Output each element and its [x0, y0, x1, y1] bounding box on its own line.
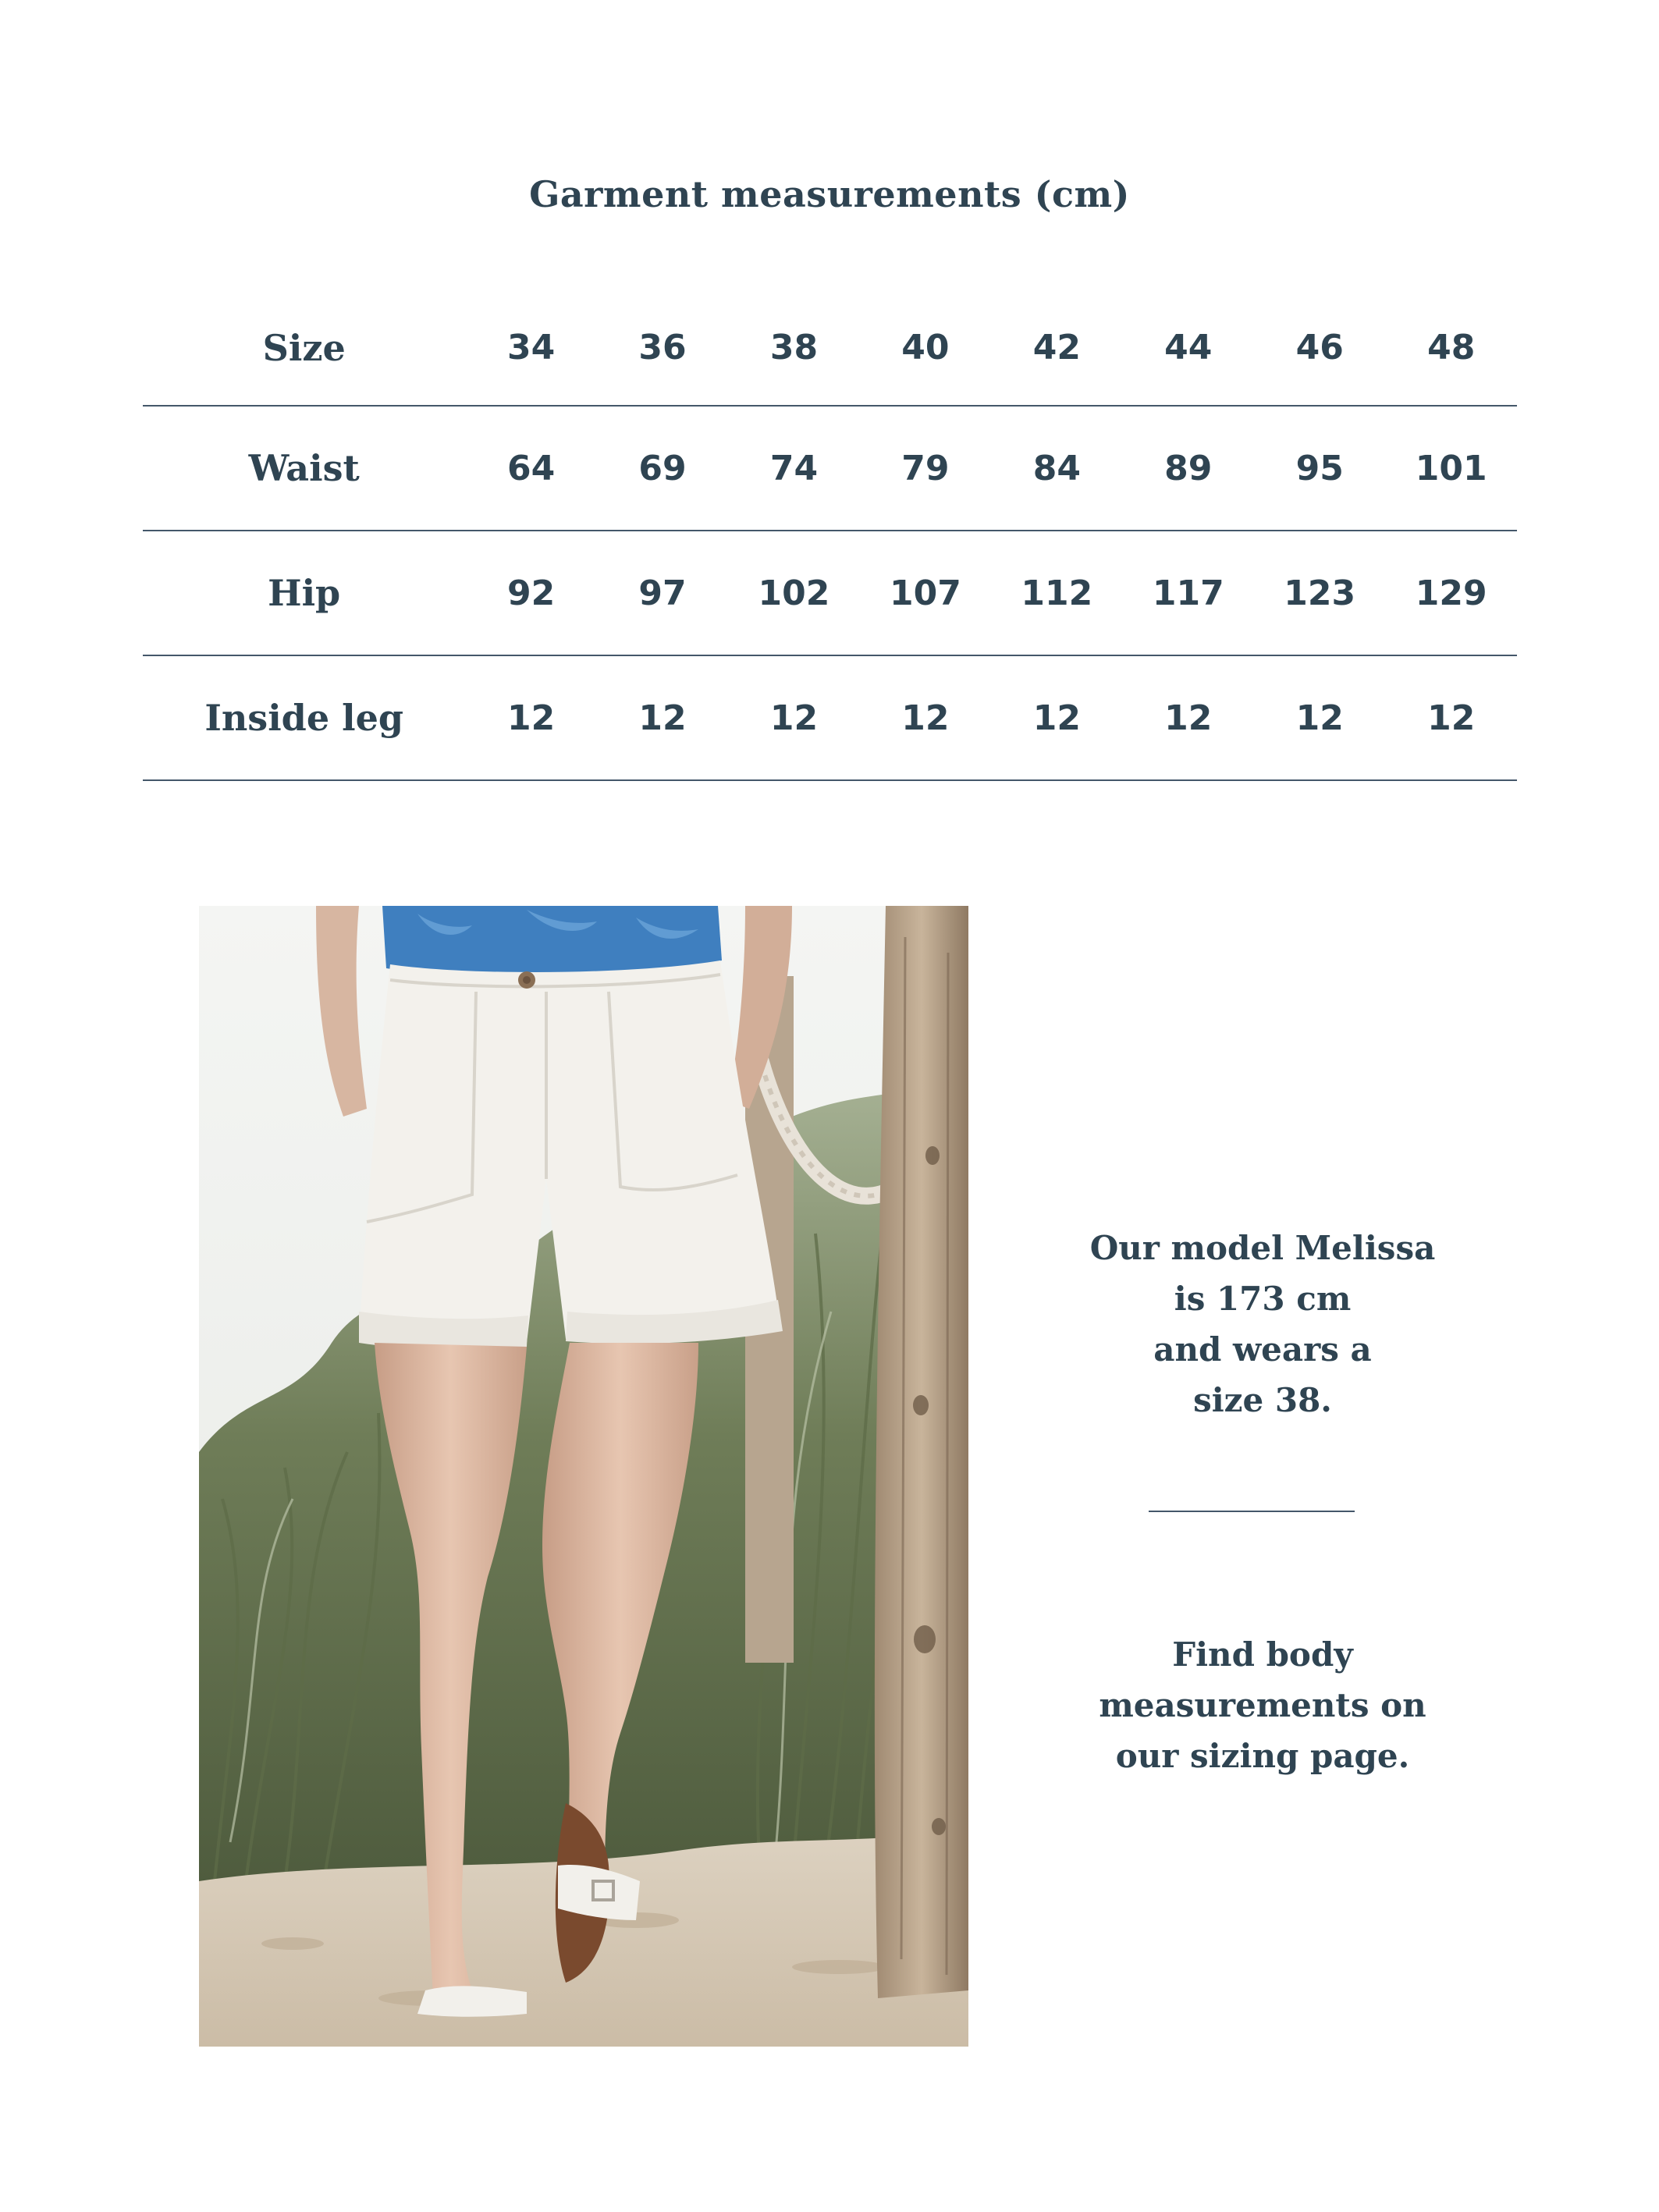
- sizing-note-line: measurements on: [1099, 1686, 1426, 1724]
- page-title: Garment measurements (cm): [529, 173, 1130, 215]
- measurement-cell: 12: [1123, 655, 1254, 780]
- measurement-cell: 95: [1254, 406, 1385, 531]
- size-cell: 38: [728, 290, 859, 406]
- measurement-cell: 129: [1385, 531, 1517, 655]
- model-photo: [199, 906, 968, 2047]
- measurement-cell: 12: [597, 655, 728, 780]
- measurement-cell: 74: [728, 406, 859, 531]
- size-cell: 40: [860, 290, 991, 406]
- measurement-cell: 92: [465, 531, 596, 655]
- model-note-line: and wears a: [1153, 1330, 1372, 1369]
- garment-measurements-table: [143, 290, 1517, 781]
- size-cell: 36: [597, 290, 728, 406]
- sizing-page-note: [1028, 1629, 1497, 1781]
- model-note-line: size 38.: [1193, 1381, 1332, 1419]
- measurement-cell: 12: [728, 655, 859, 780]
- model-note: [1028, 1223, 1497, 1426]
- measurement-cell: 107: [860, 531, 991, 655]
- sizing-note-line: Find body: [1172, 1635, 1353, 1674]
- divider-line: [1149, 1511, 1355, 1512]
- size-cell: 48: [1385, 290, 1517, 406]
- measurement-cell: 102: [728, 531, 859, 655]
- size-cell: 44: [1123, 290, 1254, 406]
- row-label: Waist: [143, 406, 465, 531]
- measurement-cell: 117: [1123, 531, 1254, 655]
- table-row: [143, 655, 1517, 780]
- measurement-cell: 12: [1385, 655, 1517, 780]
- measurement-cell: 12: [465, 655, 596, 780]
- row-label: Inside leg: [143, 655, 465, 780]
- measurement-cell: 79: [860, 406, 991, 531]
- model-note-line: is 173 cm: [1174, 1280, 1352, 1318]
- size-cell: 34: [465, 290, 596, 406]
- measurement-cell: 12: [991, 655, 1122, 780]
- model-note-line: Our model Melissa: [1089, 1229, 1436, 1267]
- measurement-cell: 64: [465, 406, 596, 531]
- measurement-cell: 123: [1254, 531, 1385, 655]
- table-row: [143, 406, 1517, 531]
- measurement-cell: 12: [860, 655, 991, 780]
- measurement-cell: 84: [991, 406, 1122, 531]
- measurement-cell: 12: [1254, 655, 1385, 780]
- measurement-cell: 89: [1123, 406, 1254, 531]
- sizing-note-line: our sizing page.: [1115, 1737, 1410, 1775]
- size-cell: 42: [991, 290, 1122, 406]
- measurement-cell: 112: [991, 531, 1122, 655]
- measurement-cell: 101: [1385, 406, 1517, 531]
- table-row: [143, 531, 1517, 655]
- size-cell: 46: [1254, 290, 1385, 406]
- measurement-cell: 69: [597, 406, 728, 531]
- table-header-row: [143, 290, 1517, 406]
- row-label: Size: [143, 290, 465, 406]
- row-label: Hip: [143, 531, 465, 655]
- measurement-cell: 97: [597, 531, 728, 655]
